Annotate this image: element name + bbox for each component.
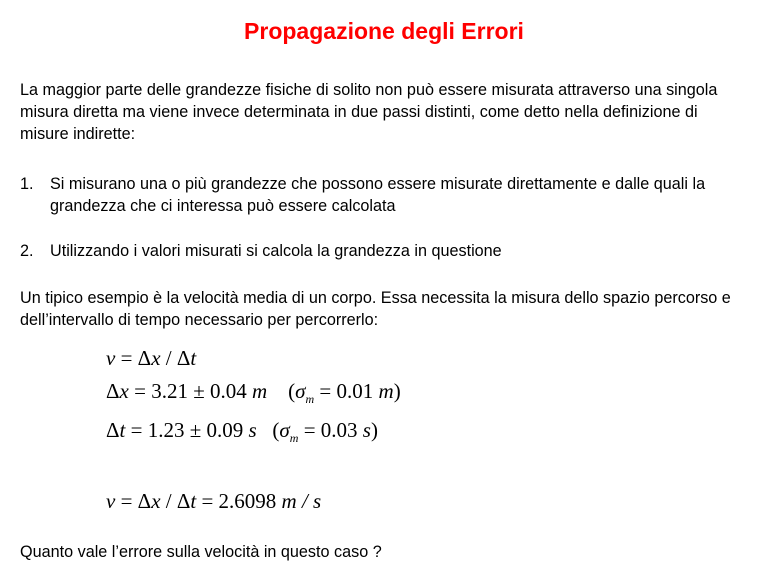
v-unit: m / s — [281, 489, 322, 513]
dt-sigma-unit: s — [362, 418, 371, 442]
question: Quanto vale l’errore sulla velocità in questo caso ? — [20, 543, 382, 561]
step-text: Si misurano una o più grandezze che possono essere misurate direttamente e dalle quali la grandezza che ci interessa può essere calcolata — [50, 175, 706, 215]
example-paragraph: Un tipico esempio è la velocità media di un corpo. Essa necessita la misura dello spazio percorso e dell’intervallo di tempo necessario per percorrerlo: — [20, 289, 731, 329]
dx-error: 0.04 — [209, 379, 247, 403]
dt-value: 1.23 — [147, 418, 185, 442]
step-text: Utilizzando i valori misurati si calcola la grandezza in questione — [50, 242, 502, 260]
dx-sigma-m: 0.01 — [336, 379, 374, 403]
velocity-definition: v = Δx / Δt — [106, 346, 197, 370]
dx-unit: m — [251, 379, 268, 403]
step-number: 2. — [20, 242, 34, 260]
intro-paragraph: La maggior parte delle grandezze fisiche di solito non può essere misurata attraverso una singola misura diretta ma viene invece determinata in due passi distinti, come detto nella definizione di misure indirette: — [20, 81, 718, 143]
dx-value: 3.21 — [151, 379, 188, 403]
page-title: Propagazione degli Errori — [244, 18, 524, 44]
step-1 — [20, 173, 750, 217]
dx-sigma-unit: m — [378, 379, 394, 403]
step-2 — [20, 240, 750, 262]
velocity-result: v = Δx / Δt = 2.6098 m / s — [106, 489, 322, 513]
dt-error: 0.09 — [206, 418, 244, 442]
dt-measurement: Δt = 1.23 ± 0.09 s ($\sigma_m = 0.03$ s) — [106, 418, 378, 445]
v-result: 2.6098 — [218, 489, 277, 513]
dt-unit: s — [248, 418, 257, 442]
step-number: 1. — [20, 175, 34, 193]
dt-sigma-m: 0.03 — [320, 418, 358, 442]
dx-measurement: Δx = 3.21 ± 0.04 m ($\sigma_m = 0.01$ m) — [106, 379, 401, 406]
